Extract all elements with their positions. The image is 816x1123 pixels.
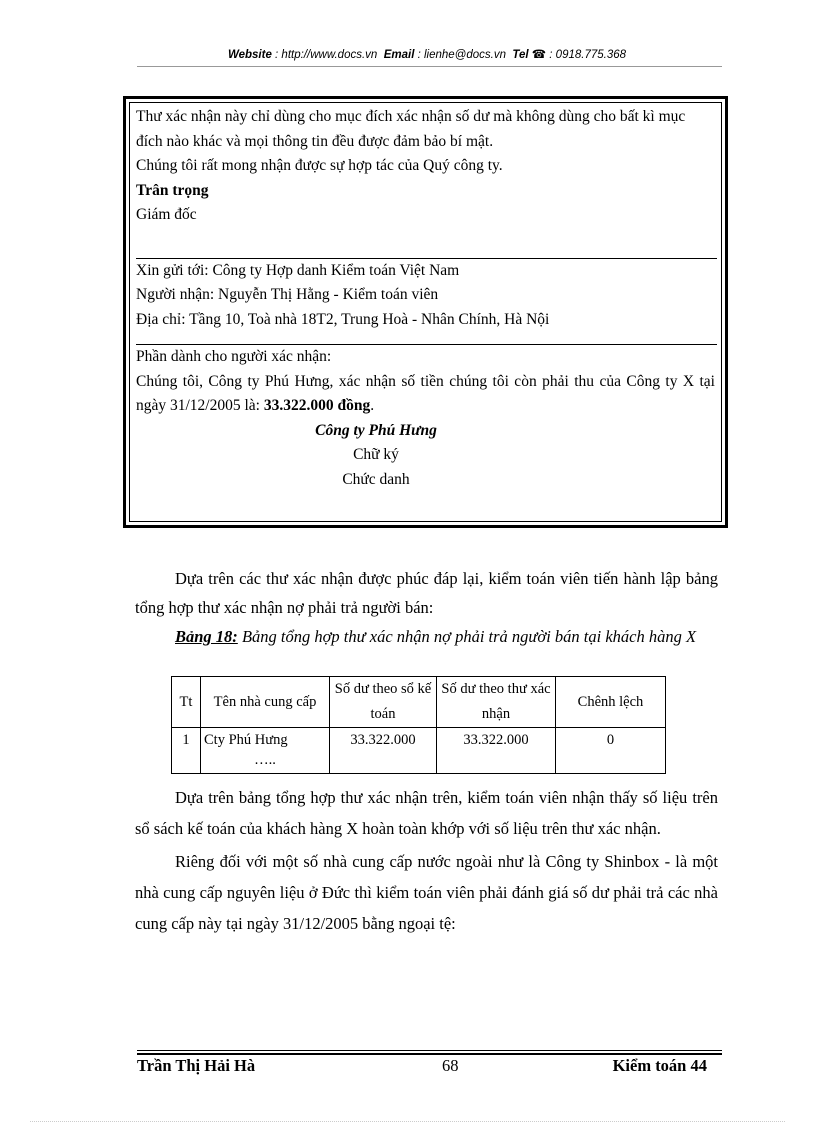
page-header [137,47,717,61]
header-book-balance: Số dư theo sổ kế toán [330,677,437,728]
header-confirmed-balance: Số dư theo thư xác nhận [437,677,556,728]
confirm-text: Chúng tôi, Công ty Phú Hưng, xác nhận số tiền chúng tôi còn phải thu của Công ty X tại ngày 31/12/2005 là: 33.322.000 đồng. [136,372,715,414]
cell-confirmed-balance: 33.322.000 [437,728,556,774]
footer-divider-thick [137,1053,722,1055]
letter-recipient: Người nhận: Nguyễn Thị Hằng - Kiểm toán viên [136,286,439,303]
footer-class: Kiểm toán 44 [612,1056,707,1075]
sig-signature: Chữ ký [353,446,399,463]
header-supplier: Tên nhà cung cấp [201,677,330,728]
page-footer [137,1056,707,1078]
supplier-confirmation-table [171,676,666,774]
letter-address: Địa chỉ: Tầng 10, Toà nhà 18T2, Trung Hoà - Nhân Chính, Hà Nội [136,310,550,328]
cell-ellipsis: ….. [254,752,276,768]
confirm-amount: 33.322.000 đồng [263,397,371,414]
letter-para-1: Thư xác nhận này chỉ dùng cho mục đích xác nhận số dư mà không dùng cho bất kì mục đích nào khác và mọi thông tin đều được đảm bảo bí mật. [136,108,686,150]
letter-para-2: Chúng tôi rất mong nhận được sự hợp tác của Quý công ty. [136,157,503,174]
tel-value: : 0918.775.368 [549,49,627,61]
body-para-1: Dựa trên các thư xác nhận được phúc đáp lại, kiểm toán viên tiến hành lập bảng tổng hợp thư xác nhận nợ phải trả người bán: [135,569,718,617]
cell-book-balance: 33.322.000 [330,728,437,774]
table-row [172,728,666,774]
cell-supplier: Cty Phú Hưng ….. [201,728,330,774]
footer-page-number: 68 [442,1056,459,1075]
header-divider [137,66,722,67]
email-label: Email [383,49,415,61]
cell-tt: 1 [172,728,201,774]
sig-company: Công ty Phú Hưng [315,421,437,439]
page-edge [30,1121,785,1122]
website-value[interactable]: : http://www.docs.vn [275,49,378,61]
cell-difference: 0 [556,728,666,774]
table-caption: Bảng 18: Bảng tổng hợp thư xác nhận nợ phải trả người bán tại khách hàng X [175,627,697,646]
letter-send-to: Xin gửi tới: Công ty Hợp danh Kiểm toán Việt Nam [136,261,460,279]
sig-position: Chức danh [342,470,410,488]
website-label: Website [227,49,272,61]
email-value[interactable]: : lienhe@docs.vn [417,49,506,61]
tel-label: Tel ☎ [512,49,547,61]
letter-closing: Trân trọng [136,181,209,199]
header-tt: Tt [172,677,201,728]
body-section-2 [135,782,718,939]
body-section-1 [135,564,718,651]
letter-signer-title: Giám đốc [136,206,197,223]
table-caption-label: Bảng 18: [175,627,238,646]
table-header-row [172,677,666,728]
header-difference: Chênh lệch [556,677,666,728]
confirmation-letter-box [123,96,728,528]
footer-divider-thin [137,1050,722,1051]
body-para-3: Riêng đối với một số nhà cung cấp nước ngoài như là Công ty Shinbox - là một nhà cung cấp nguyên liệu ở Đức thì kiểm toán viên phải đánh giá số dư phải trả các nhà cung cấp này tại ngày 31/12/2005 bằng ngoại tệ: [135,852,718,933]
body-para-2: Dựa trên bảng tổng hợp thư xác nhận trên, kiểm toán viên nhận thấy số liệu trên sổ sách kế toán của khách hàng X hoàn toàn khớp với số liệu trên thư xác nhận. [135,788,718,838]
confirm-header: Phần dành cho người xác nhận: [136,348,332,365]
footer-author: Trần Thị Hải Hà [137,1056,256,1075]
